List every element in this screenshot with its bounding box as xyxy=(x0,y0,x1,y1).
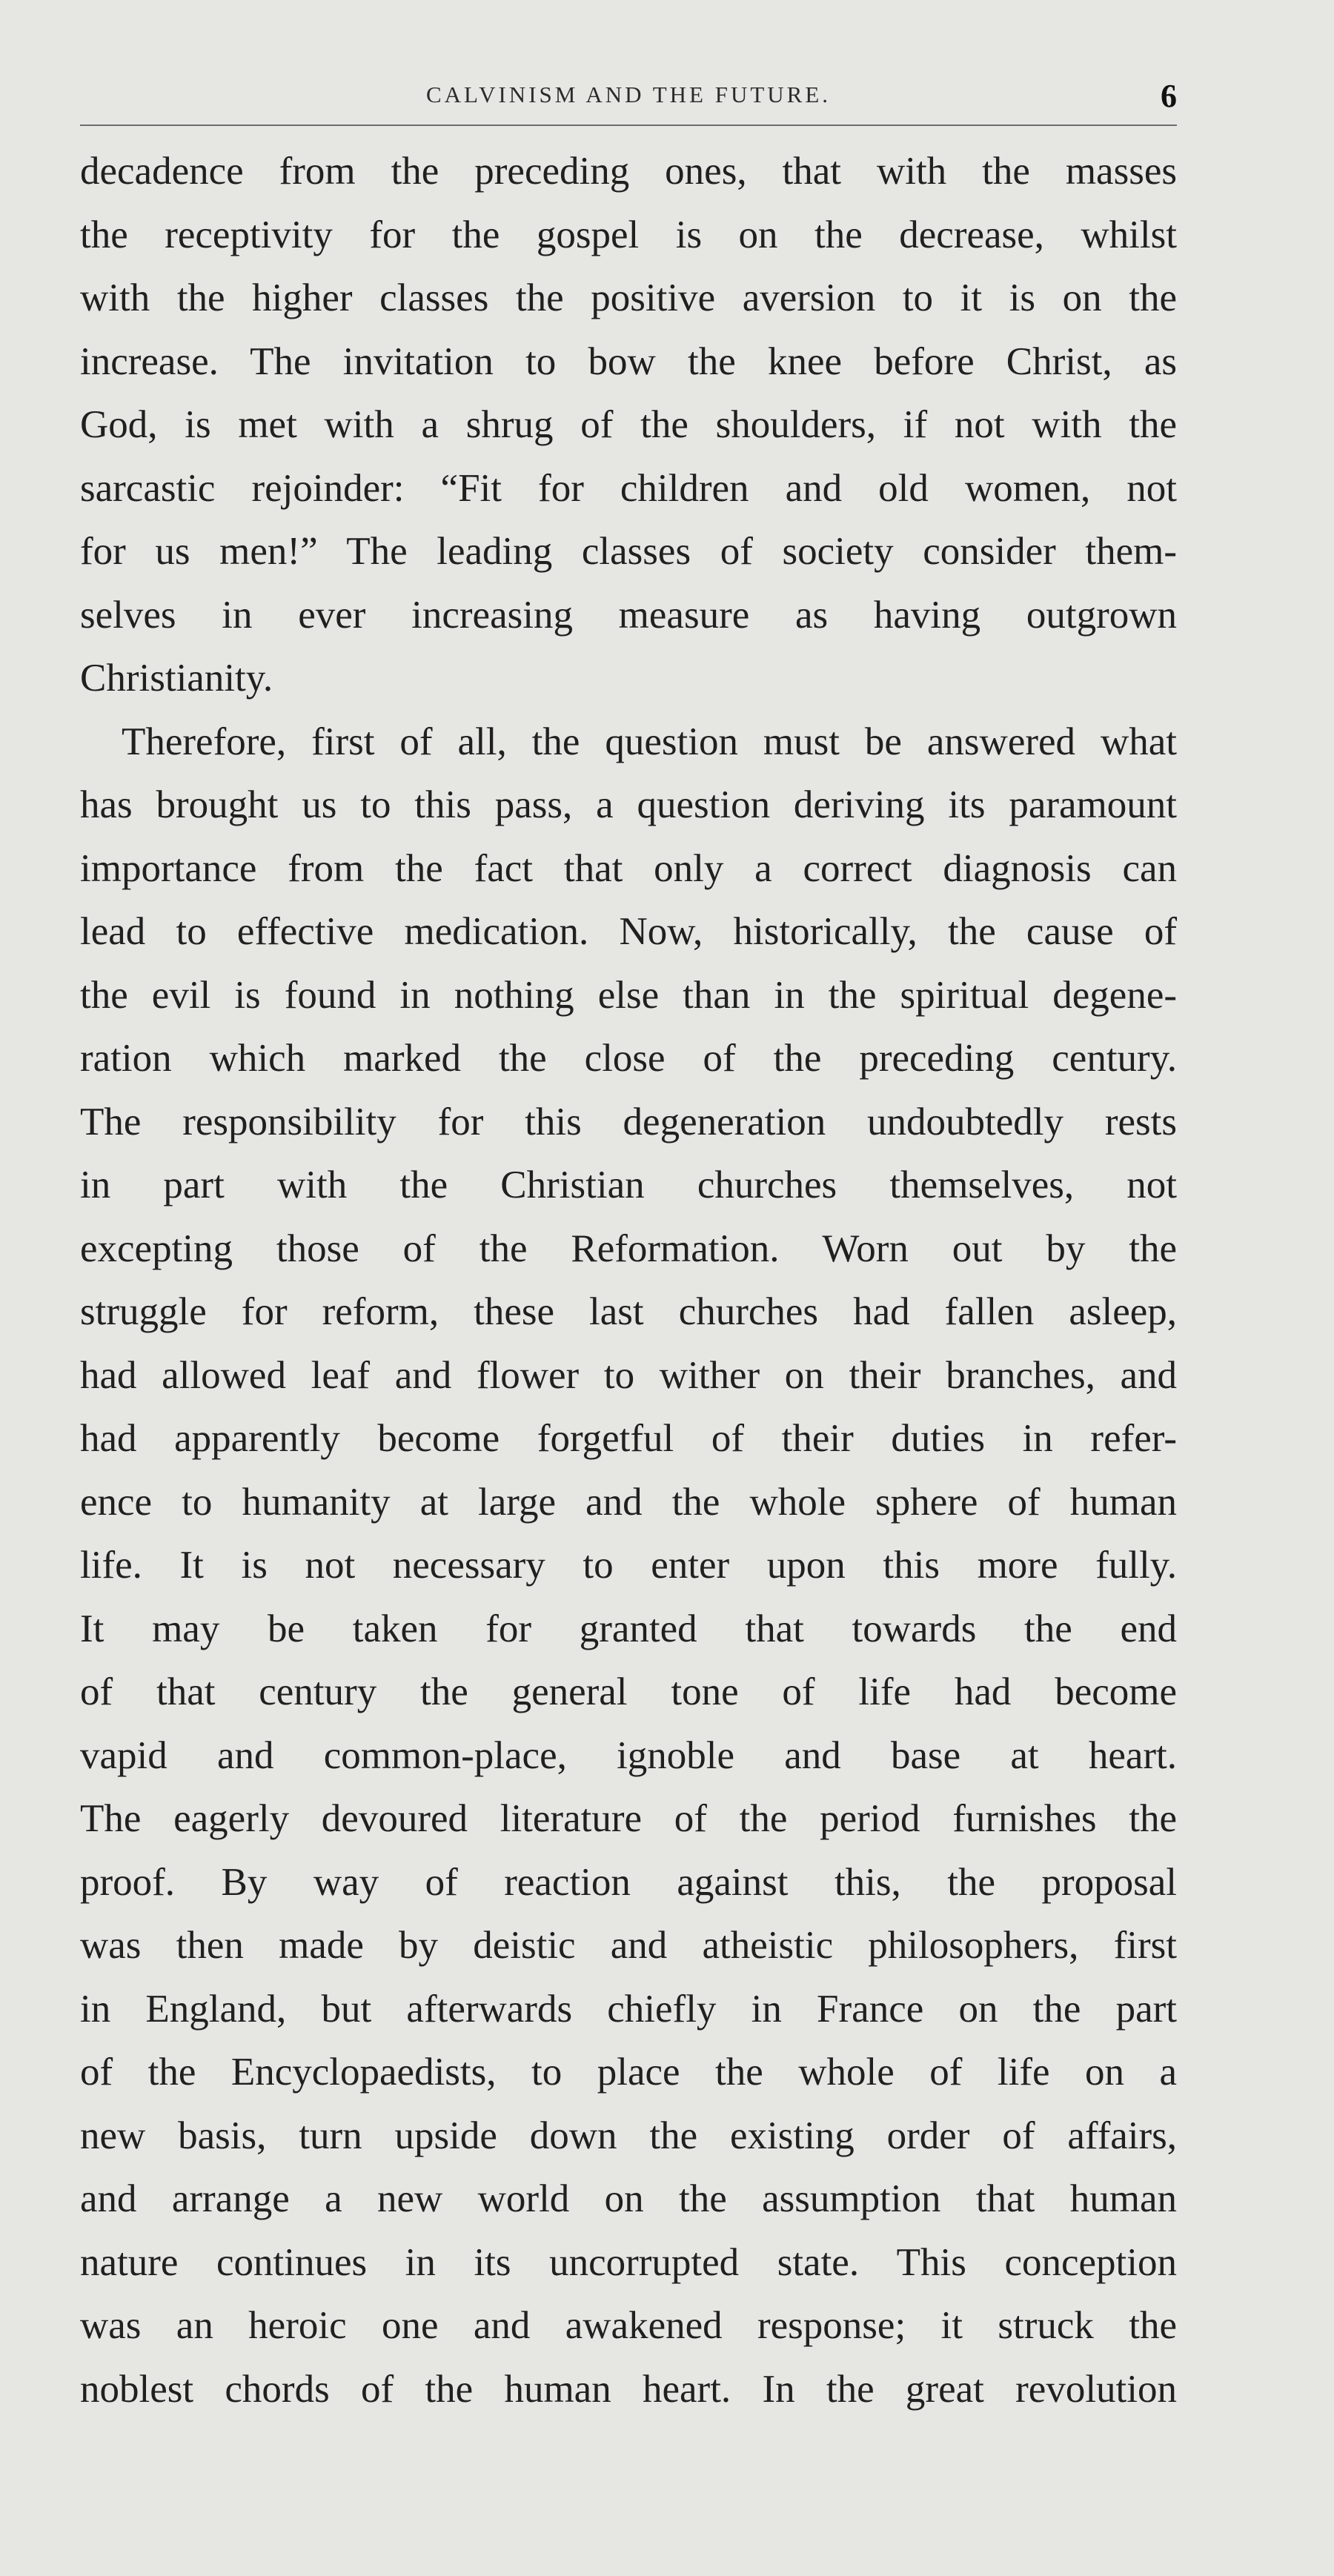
text-line: of the Encyclopaedists, to place the whole of life on a xyxy=(80,2051,1177,2094)
text-line: nature continues in its uncorrupted state. This conception xyxy=(80,2240,1177,2284)
text-line: lead to effective medication. Now, historically, the cause of xyxy=(80,910,1177,953)
text-line: Christianity. xyxy=(80,657,273,700)
text-line: the evil is found in nothing else than in the spiritual degene- xyxy=(80,973,1177,1017)
text-line: ration which marked the close of the preceding century. xyxy=(80,1037,1177,1080)
text-line: in part with the Christian churches themselves, not xyxy=(80,1163,1177,1206)
text-line: struggle for reform, these last churches had fallen asleep, xyxy=(80,1290,1177,1333)
text-line: Therefore, first of all, the question must be answered what xyxy=(122,720,1177,763)
text-line: decadence from the preceding ones, that with the masses xyxy=(80,150,1177,193)
text-line: noblest chords of the human heart. In the great revolution xyxy=(80,2367,1177,2411)
running-head xyxy=(80,80,1177,126)
page-number: 6 xyxy=(1161,78,1177,114)
text-line: had allowed leaf and flower to wither on their branches, and xyxy=(80,1353,1177,1397)
text-line: increase. The invitation to bow the knee before Christ, as xyxy=(80,339,1177,383)
text-line: for us men!” The leading classes of society consider them- xyxy=(80,530,1177,573)
text-line: has brought us to this pass, a question deriving its paramount xyxy=(80,783,1177,826)
running-title: CALVINISM AND THE FUTURE. xyxy=(425,82,832,107)
text-line: sarcastic rejoinder: “Fit for children and old women, not xyxy=(80,466,1177,510)
text-line: vapid and common-place, ignoble and base at heart. xyxy=(80,1733,1177,1777)
text-line: selves in ever increasing measure as having outgrown xyxy=(80,593,1177,637)
text-line: the receptivity for the gospel is on the decrease, whilst xyxy=(80,213,1177,256)
text-line: excepting those of the Reformation. Worn out by the xyxy=(80,1226,1177,1270)
text-line: was then made by deistic and atheistic philosophers, first xyxy=(80,1924,1177,1967)
text-line: God, is met with a shrug of the shoulders, if not with the xyxy=(80,403,1177,446)
text-line: in England, but afterwards chiefly in France on the part xyxy=(80,1987,1177,2031)
paragraph-2 xyxy=(80,711,1177,2422)
text-line: importance from the fact that only a correct diagnosis can xyxy=(80,846,1177,890)
text-line: It may be taken for granted that towards the end xyxy=(80,1607,1177,1650)
text-line: with the higher classes the positive aversion to it is on the xyxy=(80,276,1177,319)
text-line: of that century the general tone of life had become xyxy=(80,1670,1177,1713)
text-line: new basis, turn upside down the existing order of affairs, xyxy=(80,2114,1177,2157)
text-line: had apparently become forgetful of their duties in refer- xyxy=(80,1417,1177,1460)
text-line: proof. By way of reaction against this, the proposal xyxy=(80,1860,1177,1904)
paragraph-1 xyxy=(80,140,1177,711)
text-line: The eagerly devoured literature of the period furnishes the xyxy=(80,1797,1177,1840)
body-text xyxy=(80,140,1177,2421)
text-line: ence to humanity at large and the whole sphere of human xyxy=(80,1480,1177,1524)
text-line: and arrange a new world on the assumption that human xyxy=(80,2177,1177,2220)
text-line: life. It is not necessary to enter upon this more fully. xyxy=(80,1544,1177,1587)
text-line: The responsibility for this degeneration undoubtedly rests xyxy=(80,1100,1177,1143)
text-line: was an heroic one and awakened response; it struck the xyxy=(80,2304,1177,2347)
